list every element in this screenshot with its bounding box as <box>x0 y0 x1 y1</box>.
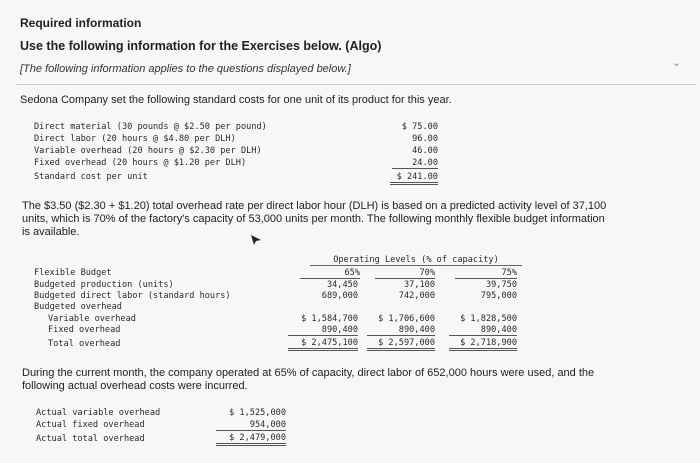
chevron-down-icon[interactable]: ⌄ <box>672 57 682 69</box>
fixed-overhead-value: 890,400 <box>449 325 517 336</box>
fixed-overhead-label: Fixed overhead <box>48 325 121 335</box>
level-70: 70% <box>375 268 435 279</box>
std-row-label: Variable overhead (20 hours @ $2.30 per DLH) <box>34 146 262 156</box>
actual-row-label: Actual total overhead <box>36 434 145 444</box>
variable-overhead-label: Variable overhead <box>48 314 136 324</box>
actual-row-label: Actual variable overhead <box>36 408 161 418</box>
production-label: Budgeted production (units) <box>34 280 174 290</box>
production-value: 34,450 <box>326 280 358 290</box>
total-overhead-label: Total overhead <box>48 339 121 349</box>
section-divider <box>16 84 696 85</box>
std-total-value: $ 241.00 <box>390 172 438 185</box>
use-info-heading: Use the following information for the Exercises below. (Algo) <box>20 39 382 53</box>
std-row-value: 96.00 <box>412 134 438 144</box>
std-row-label: Fixed overhead (20 hours @ $1.20 per DLH) <box>34 158 247 168</box>
cursor-icon <box>250 234 262 246</box>
flex-title: Flexible Budget <box>34 268 112 278</box>
production-value: 39,750 <box>485 280 517 290</box>
actual-row-value: $ 1,525,000 <box>229 408 286 418</box>
intro-text: Sedona Company set the following standard costs for one unit of its product for this year. <box>20 94 452 106</box>
applies-note: [The following information applies to the questions displayed below.] <box>20 63 351 75</box>
dlh-value: 742,000 <box>398 291 435 301</box>
std-row-label: Direct material (30 pounds @ $2.50 per pound) <box>34 122 267 132</box>
current-paragraph-line: During the current month, the company operated at 65% of capacity, direct labor of 652,000 hours were used, and the <box>22 367 595 379</box>
current-paragraph-line: following actual overhead costs were incurred. <box>22 380 248 392</box>
dlh-value: 689,000 <box>321 291 358 301</box>
total-overhead-value: $ 2,597,000 <box>367 338 435 351</box>
variable-overhead-value: $ 1,584,700 <box>301 314 358 324</box>
std-row-label: Direct labor (20 hours @ $4.80 per DLH) <box>34 134 236 144</box>
actual-row-label: Actual fixed overhead <box>36 420 145 430</box>
overhead-label: Budgeted overhead <box>34 302 122 312</box>
total-overhead-value: $ 2,718,900 <box>449 338 517 351</box>
level-65: 65% <box>300 268 360 279</box>
operating-levels-header: Operating Levels (% of capacity) <box>310 255 522 266</box>
fixed-overhead-value: 890,400 <box>288 325 358 336</box>
rate-paragraph-line: is available. <box>22 226 80 238</box>
fixed-overhead-value: 890,400 <box>367 325 435 336</box>
actual-row-value: $ 2,479,000 <box>216 433 286 446</box>
variable-overhead-value: $ 1,828,500 <box>460 314 517 324</box>
std-row-value: 46.00 <box>412 146 438 156</box>
variable-overhead-value: $ 1,706,600 <box>378 314 435 324</box>
level-75: 75% <box>455 268 517 279</box>
dlh-label: Budgeted direct labor (standard hours) <box>34 291 231 301</box>
rate-paragraph-line: The $3.50 ($2.30 + $1.20) total overhead rate per direct labor hour (DLH) is based on a predicted activity level of 37,100 <box>22 200 607 212</box>
std-row-value: 24.00 <box>392 158 438 169</box>
rate-paragraph-line: units, which is 70% of the factory's capacity of 53,000 units per month. The following monthly flexible budget information <box>22 213 605 225</box>
std-row-value: $ 75.00 <box>401 122 438 132</box>
std-total-label: Standard cost per unit <box>34 172 148 182</box>
actual-row-value: 954,000 <box>216 420 286 431</box>
required-heading: Required information <box>20 16 142 30</box>
total-overhead-value: $ 2,475,100 <box>288 338 358 351</box>
dlh-value: 795,000 <box>480 291 517 301</box>
production-value: 37,100 <box>403 280 435 290</box>
